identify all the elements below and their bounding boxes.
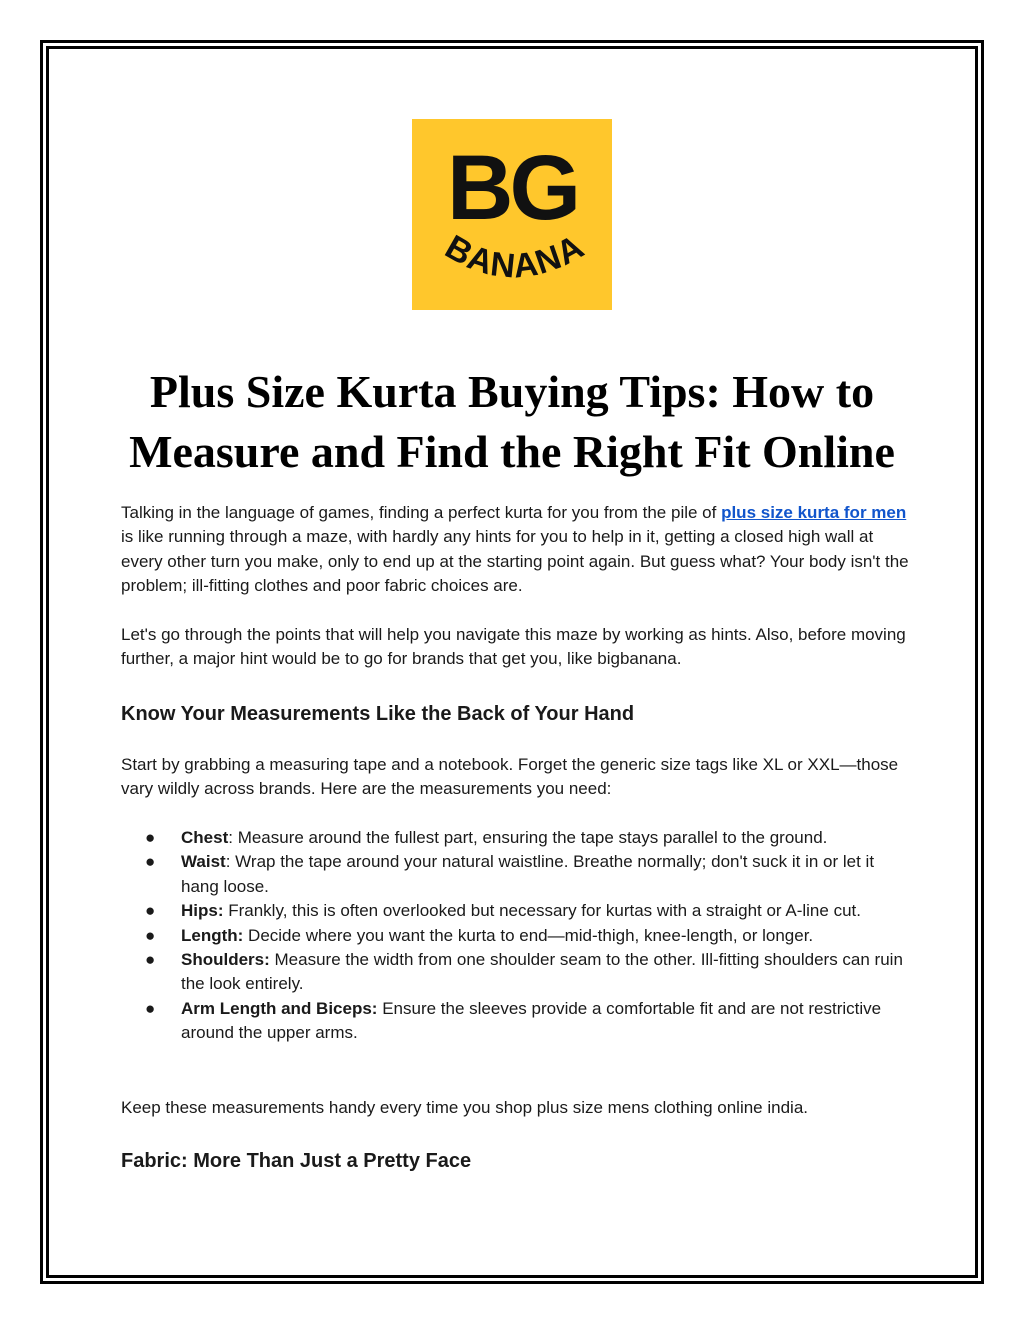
intro-text-before-link: Talking in the language of games, finding a perfect kurta for you from the pile of <box>121 503 722 522</box>
list-item-term: Shoulders: <box>181 950 270 970</box>
list-item-term: Arm Length and Biceps: <box>181 998 378 1018</box>
section1-closing-text: Keep these measurements handy every time you shop plus size mens clothing online india. <box>121 1098 808 1117</box>
section2-heading: Fabric: More Than Just a Pretty Face <box>121 1150 472 1172</box>
list-item-text: Ensure the sleeves provide a comfortable fit and are not restrictive around the upper arms. <box>181 998 882 1043</box>
list-item: ● Waist: Wrap the tape around your natural waistline. Breathe normally; don't suck it in or let it hang loose. <box>145 852 875 896</box>
section1-lead-text: Start by grabbing a measuring tape and a notebook. Forget the generic size tags like XL or XXL—those vary wildly across brands. Here are the measurements you need: <box>121 755 899 799</box>
list-item-term: Waist <box>181 852 226 872</box>
title-line-1: Plus Size Kurta Buying Tips: How to <box>149 366 875 417</box>
section1-closing <box>121 1096 911 1120</box>
intro-paragraph-2 <box>121 623 911 672</box>
intro2-text: Let's go through the points that will help you navigate this maze by working as hints. Also, before moving further, a major hint would be to go for brands that get you, like bigbanana. <box>121 625 906 669</box>
list-item-text: Wrap the tape around your natural waistline. Breathe normally; don't suck it in or let it hang loose. <box>181 852 875 896</box>
bullet-icon: ● <box>145 828 156 847</box>
bullet-icon: ● <box>145 925 156 945</box>
bullet-icon: ● <box>145 901 156 921</box>
bullet-icon: ● <box>145 950 156 970</box>
list-item-term: Length: <box>181 925 244 945</box>
intro-text-after-link: is like running through a maze, with hardly any hints for you to help in it, getting a closed high wall at every other turn you make, only to end up at the starting point again. But guess what? Your body isn't the problem; ill-fitting clothes and poor fabric choices are. <box>121 527 909 596</box>
article-title <box>100 362 924 482</box>
bigbanana-logo <box>412 119 612 310</box>
list-item <box>145 997 905 1046</box>
bullet-icon: ● <box>145 998 156 1018</box>
list-item-term: Hips: <box>181 901 224 921</box>
logo-monogram: BG <box>447 137 577 239</box>
plus-size-kurta-link[interactable]: plus size kurta for men <box>721 503 907 522</box>
list-item-text: Decide where you want the kurta to end—mid-thigh, knee-length, or longer. <box>243 925 814 945</box>
bullet-icon: ● <box>145 852 156 872</box>
intro-paragraph <box>121 501 911 599</box>
list-item <box>145 899 905 923</box>
list-item <box>145 924 905 948</box>
section1-heading: Know Your Measurements Like the Back of Your Hand <box>121 703 635 725</box>
list-item-text: Measure around the fullest part, ensuring the tape stays parallel to the ground. <box>232 828 828 847</box>
list-item-text: Frankly, this is often overlooked but necessary for kurtas with a straight or A-line cut. <box>223 901 861 921</box>
title-line-2: Measure and Find the Right Fit Online <box>129 426 895 477</box>
section1-lead <box>121 753 911 802</box>
list-item-term: Chest <box>181 828 229 847</box>
list-item-text: Measure the width from one shoulder seam to the other. Ill-fitting shoulders can ruin the look entirely. <box>181 950 903 994</box>
list-item: ● Chest: Measure around the fullest part, ensuring the tape stays parallel to the ground. <box>145 826 905 850</box>
list-item <box>145 948 905 997</box>
logo-wordmark: BANANA <box>438 227 591 286</box>
measurement-list <box>145 826 905 1046</box>
